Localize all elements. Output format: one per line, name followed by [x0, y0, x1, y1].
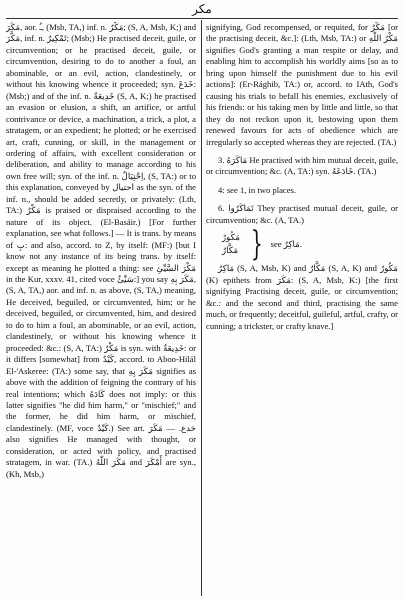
brace-word-list [222, 231, 240, 257]
section-3-paragraph: 3. ﻣَﺎﻛَﺮَﻩُ He practised with him mutual deceit, guile, or circumvention; &c. (A, TA:) syn. ﺧَﺎﺩَﻋَﻪُ. (TA.) [206, 154, 398, 177]
cross-reference-block [222, 224, 398, 265]
entry-paragraph: ﻣَﻜَﺮَ, aor. ـُ, (Msb, TA,) inf. n. ﻣَﻜْﺮٌ; (S, A, Msb, K;) and ﻣَﻜَّﺮَ, inf. n. ﺗَﻤْﻜِﻴﺮٌ; (Msb;) He practised deceit, guile, or circumvention; or he practised deceit, guile, or circumvention, desiring to do to another a foul, an abominable, or an evil, action, clandestinely, or without his knowing whence it proceeded; syn. ﺧَﺪَﻉَ: (Msb;) and of the inf. n. ﺧَﺪِﻳﻌَﺔٌ (S, A, K;) he practised an evasion or elusion, a shift, an artifice, or artful contrivance or device, a machination, a trick, a plot, a stratagem, or an expedient; he plotted; or he exercised art, craft, cunning, or skill, in the management or ordering of affairs, with excellent consideration or deliberation, and ability to manage according to his own free will; syn. of the inf. n. ﺍِﺣْﺘِﻴَﺎﻝٌ, (S, TA:) or to this explanation, conveyed by ﺍﺣﺘﻴﺎﻝ as the syn. of the inf. n., should be added secretly, or privately: (Lth, TA:) ﻣَﻜْﺮٌ is praised or dispraised according to the nature of its object. (El-Basáir.) [For further explanation, see what follows.] — It is trans. by means of ﺏِ: and also, accord. to Z, by itself: (MF:) [but I know not any instance of its being trans. by itself: except as meaning he plotted a thing: see ﻣَﻜْﺮَ ﺍﻟﺴَّﻴِّﺊِ in the Kur, xxxv. 41, cited voce ﺳَﻴِّﺊٌ:] you say ﻣَﻜَﺮَ ﺑِﻪِ, (S, A, TA,) aor. and inf. n. as above, (S, TA,) meaning, He deceived, beguiled, or circumvented, him; or he deceived, beguiled, or circumvented, him, and desired to do to him a foul, an abominable, or an evil, action, clandestinely, or without his knowing whence it proceeded: &c.: (S, A, TA:) ﻣَﻜْﺮٌ is syn. with ﺧَﺪِﻳﻌَﺔٌ: or it differs [somewhat] from ﻛَﻴْﺪٌ, accord. to Aboo-Hilál El-'Askeree: (TA:) some say, that ﻣَﻜَﺮَ ﺑِﻪِ signifies as above with the addition of feigning the contrary of his real intentions; which ﻛَﺎﺩَﻩُ does not imply: or this latter signifies "he did him harm," or "mischief;" and the former, he did him harm, or mischief, clandestinely. (MF, voce ﻛَﻴْﺪٌ.) See art. ﺧﺪﻉ. — ﻣَﻜَﺮَ also signifies He managed with thought, or consideration, or acted with policy, and practised stratagem, in war. (TA.) ﻣَﻜَﺮَ ﺍﻟﻠّٰﻪُ and ﺃَﻣْﻜَﺮَ are syn., (Kh, Msb,) [6, 22, 196, 479]
header-rule [6, 18, 398, 19]
section-6-paragraph: 6. ﺗَﻤَﺎﻛَﺮُﻭﺍ They practised mutual deceit, guile, or circumvention; &c. (A, TA.) [206, 203, 398, 225]
column-divider [201, 20, 202, 596]
entry-paragraph: signifying, God recompensed, or requited, for ﻣَﻜْﺮٌ [or the practising deceit, &c.]: (Lth, Msb, TA:) or ﻣَﻜْﺮُ ﺍﻟﻠّٰﻪِ signifies God's granting a man respite or delay, and enabling him to accomplish his worldly aims [so as to bring upon himself the punishment due to his evil actions]: (Er-Rághib, TA:) or, accord. to IAth, God's causing his trials to befall his enemies, exclusively of his friends: or his taking men by little and little, so that they do not reckon upon it, bestowing upon them renewed favours for acts of obedience which are irregularly so accepted whereas they are rejected. (TA.) [206, 22, 398, 147]
left-column [6, 22, 196, 596]
brace-word: ﻣَﻜَّﺎﺭٌ [222, 245, 239, 256]
right-column [206, 22, 398, 596]
epithet-paragraph: ﻣَﺎﻛِﺮٌ (S, A, Msb, K) and ﻣَﻜَّﺎﺭٌ (S, A, K) and ﻣَﻜُﻮﺭٌ (K) epithets from ﻣَﻜَﺮَ: (S, A, Msb, K:) [the first signifying Practising deceit, guile, or circumvention; &c.: and the second and third, practising the same much, or frequently; deceitful, guileful, artful, crafty, or cunning; a trickster, or crafty knave.] [206, 263, 398, 331]
brace-word: ﻣَﻜُﻮﺭٌ [222, 232, 240, 243]
right-brace-icon: } [250, 224, 263, 265]
brace-reference: see ﻣَﺎﻛِﺮٌ. [270, 238, 302, 249]
page-header: مكر [192, 2, 212, 16]
section-4-paragraph: 4: see 1, in two places. [218, 184, 297, 195]
